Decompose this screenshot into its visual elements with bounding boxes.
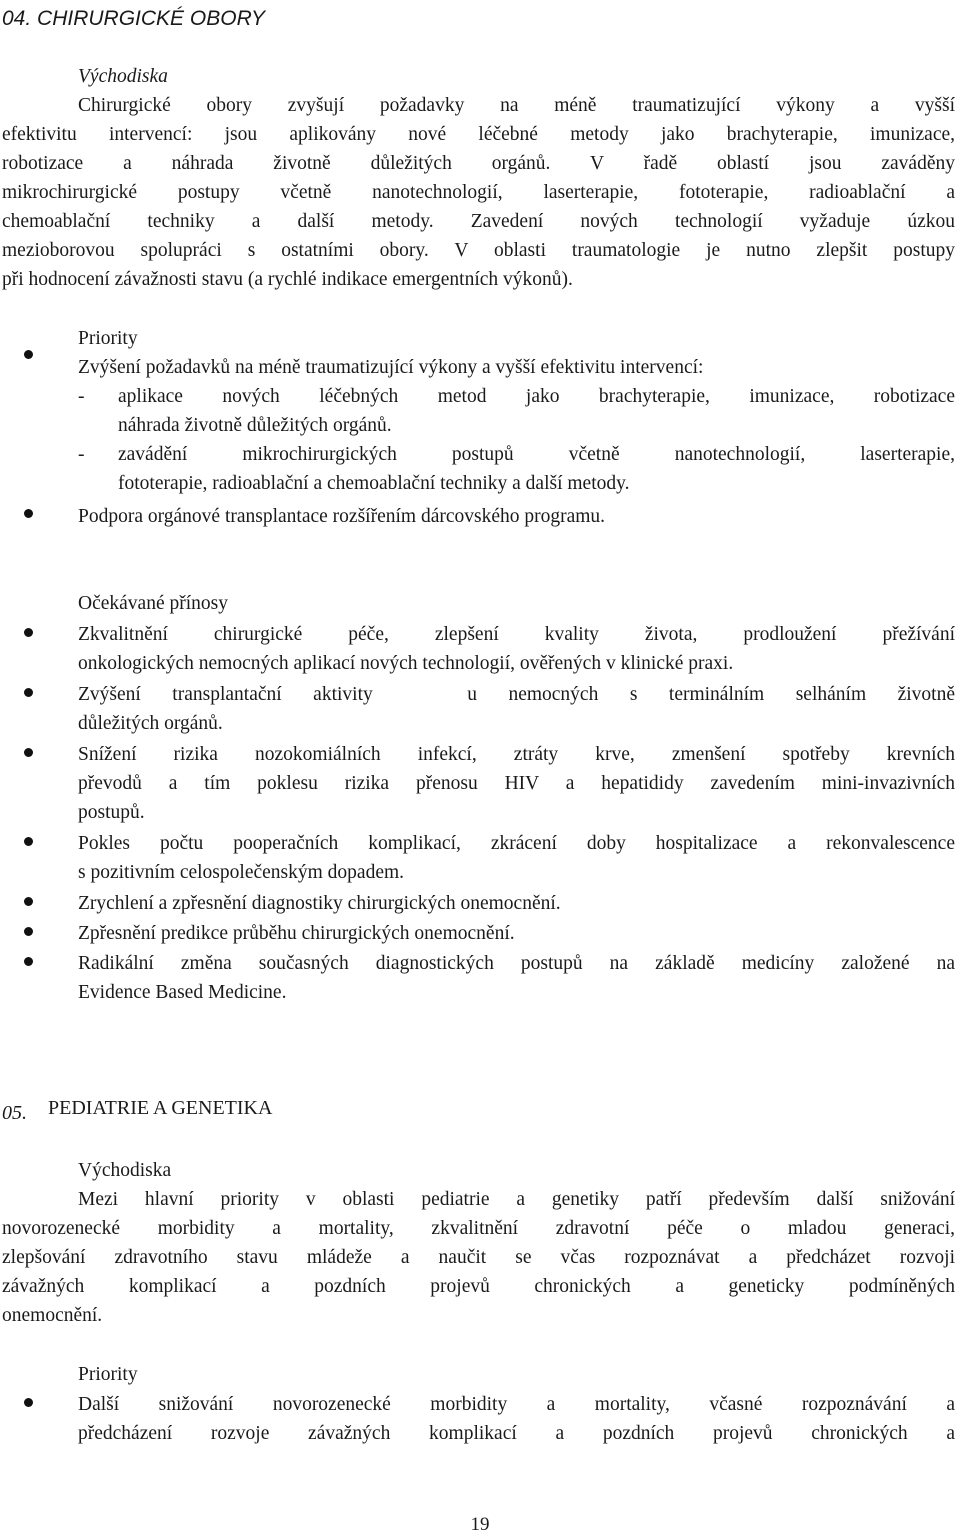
paragraph-line: novorozenecké morbidity a mortality, zkvalitnění zdravotní péče o mladou generaci, [2,1218,955,1239]
benefit-line: Radikální změna současných diagnostických postupů na základě medicíny založené na [78,953,955,974]
paragraph-line: efektivitu intervencí: jsou aplikovány nové léčebné metody jako brachyterapie, imunizace, [2,124,955,145]
paragraph-line: robotizace a náhrada životně důležitých orgánů. V řadě oblastí jsou zaváděny [2,153,955,174]
bullet-icon [24,927,33,936]
paragraph-line: Chirurgické obory zvyšují požadavky na méně traumatizující výkony a vyšší [78,95,955,116]
benefit-line: postupů. [78,802,145,823]
benefit-line: Zpřesnění predikce průběhu chirurgických onemocnění. [78,923,515,944]
bullet-icon [24,509,33,518]
dash-marker: - [78,444,85,465]
section-number: 05. [2,1102,27,1124]
background-heading: Východiska [78,1160,172,1181]
priority-item: Zvýšení požadavků na méně traumatizující výkony a vyšší efektivitu intervencí: [78,357,704,378]
priority-item: Podpora orgánové transplantace rozšířením dárcovského programu. [78,506,606,527]
benefit-line: s pozitivním celospolečenským dopadem. [78,862,405,883]
bullet-icon [24,957,33,966]
benefit-line: Zvýšení transplantační aktivity u nemocných s terminálním selháním životně [78,684,955,705]
background-heading: Východiska [78,66,168,87]
bullet-icon [24,748,33,757]
benefits-heading: Očekávané přínosy [78,593,228,614]
section-title: CHIRURGICKÉ OBORY [37,7,265,30]
paragraph-line: při hodnocení závažnosti stavu (a rychlé indikace emergentních výkonů). [2,269,573,290]
benefit-line: Evidence Based Medicine. [78,982,287,1003]
bullet-icon [24,628,33,637]
bullet-icon [24,897,33,906]
paragraph-line: chemoablační techniky a další metody. Zavedení nových technologií vyžaduje úzkou [2,211,955,232]
benefit-line: důležitých orgánů. [78,713,223,734]
priority-subitem-line: aplikace nových léčebných metod jako brachyterapie, imunizace, robotizace [118,386,955,407]
priority-heading: Priority [78,328,138,349]
section-heading-04 [2,4,265,33]
priority-subitem-line: fototerapie, radioablační a chemoablační techniky a další metody. [118,473,630,494]
priority-subitem-line: náhrada životně důležitých orgánů. [118,415,392,436]
benefit-line: Zrychlení a zpřesnění diagnostiky chirurgických onemocnění. [78,893,561,914]
section-title: PEDIATRIE A GENETIKA [48,1097,273,1119]
priority-heading: Priority [78,1364,138,1385]
bullet-icon [24,837,33,846]
section-number: 04. [2,7,32,30]
priority-item-line: Další snižování novorozenecké morbidity a mortality, včasné rozpoznávání a [78,1394,955,1415]
paragraph-line: zlepšování zdravotního stavu mládeže a naučit se včas rozpoznávat a předcházet rozvoji [2,1247,955,1268]
paragraph-line: mezioborovou spolupráci s ostatními obory. V oblasti traumatologie je nutno zlepšit postupy [2,240,955,261]
bullet-icon [24,1398,33,1407]
paragraph-line: závažných komplikací a pozdních projevů chronických a geneticky podmíněných [2,1276,955,1297]
paragraph-line: mikrochirurgické postupy včetně nanotechnologií, laserterapie, fototerapie, radioablační a [2,182,955,203]
benefit-line: Pokles počtu pooperačních komplikací, zkrácení doby hospitalizace a rekonvalescence [78,833,955,854]
paragraph-line: Mezi hlavní priority v oblasti pediatrie a genetiky patří především další snižování [78,1189,955,1210]
priority-item-line: předcházení rozvoje závažných komplikací a pozdních projevů chronických a [78,1423,955,1444]
benefit-line: převodů a tím poklesu rizika přenosu HIV a hepatididy zavedením mini-invazivních [78,773,955,794]
benefit-line: onkologických nemocných aplikací nových technologií, ověřených v klinické praxi. [78,653,734,674]
benefit-line: Snížení rizika nozokomiálních infekcí, ztráty krve, zmenšení spotřeby krevních [78,744,955,765]
page-number: 19 [470,1514,490,1535]
paragraph-line: onemocnění. [2,1305,103,1326]
dash-marker: - [78,386,85,407]
bullet-icon [24,350,33,359]
benefit-line: Zkvalitnění chirurgické péče, zlepšení kvality života, prodloužení přežívání [78,624,955,645]
priority-subitem-line: zavádění mikrochirurgických postupů včetně nanotechnologií, laserterapie, [118,444,955,465]
bullet-icon [24,688,33,697]
